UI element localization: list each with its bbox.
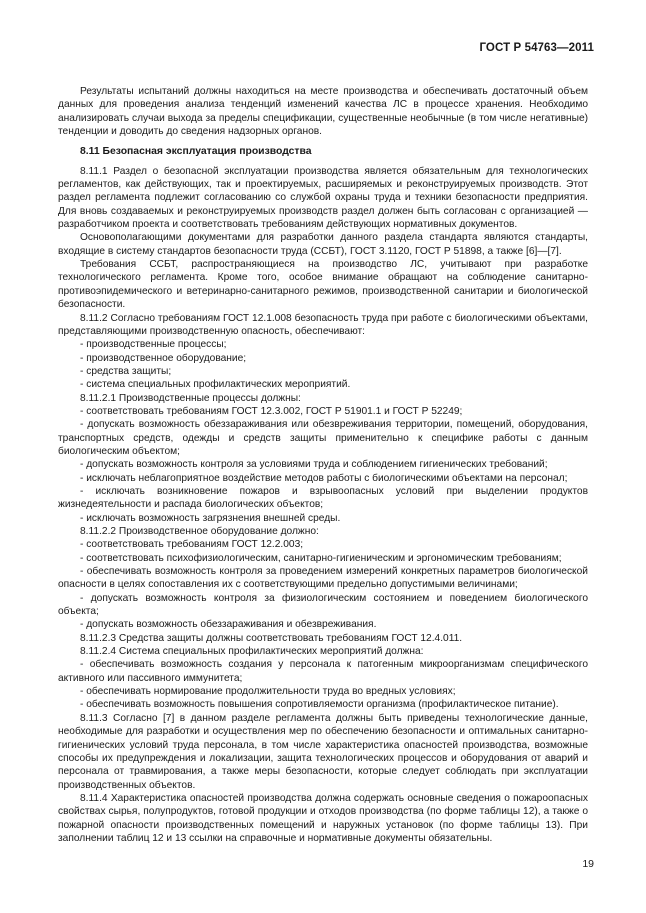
list-item: - обеспечивать возможность создания у персонала к патогенным микроорганизмам специфического активного или пассивного иммунитета; [58,659,588,684]
paragraph: 8.11.2.1 Производственные процессы должны: [80,392,301,404]
list-item: - производственные процессы; [80,339,227,351]
list-item: - обеспечивать нормирование продолжительности труда во вредных условиях; [80,686,456,698]
list-item: - исключать неблагоприятное воздействие методов работы с биологическими объектами на персонал; [80,472,568,484]
paragraph: 8.11.2.2 Производственное оборудование должно: [80,526,319,537]
list-item: - соответствовать требованиям ГОСТ 12.3.002, ГОСТ Р 51901.1 и ГОСТ Р 52249; [80,405,463,417]
list-item: - обеспечивать возможность повышения сопротивляемости организма (профилактическое питание). [80,699,559,711]
paragraph: 8.11.2.4 Система специальных профилактических мероприятий должна: [80,646,424,658]
page-body [58,85,588,845]
paragraph: 8.11.2 Согласно требованиям ГОСТ 12.1.008 безопасность труда при работе с биологическими объектами, представляющими производственную опасность, обеспечивают: [58,312,588,337]
paragraph: Результаты испытаний должны находиться на месте производства и обеспечивать достаточный объем данных для проведения анализа тенденций изменений качества ЛС в процессе хранения. Необходимо анализировать случаи выхода за пределы спецификации, существенные необычные (в том числе негативные) тенденции и доводить до сведения надзорных органов. [58,86,588,138]
list-item: - производственное оборудование; [80,352,247,364]
paragraph: 8.11.3 Согласно [7] в данном разделе регламента должны быть приведены технологические данные, необходимые для разработки и осуществления мер по обеспечению безопасности и оптимальных санитарно-гигиенических условий труда персонала, в том числе характеристика опасностей производства, возможные способы их предупреждения и локализации, защита технологических процессов и оборудования от аварий и персонала от травмирования, а также меры безопасности, которые следует соблюдать при эксплуатации производственных объектов. [58,712,588,791]
list-item: - допускать возможность контроля за условиями труда и соблюдением гигиенических требований; [80,459,548,471]
page-number: 19 [582,858,594,870]
paragraph: 8.11.2.3 Средства защиты должны соответствовать требованиям ГОСТ 12.4.011. [80,632,463,644]
list-item: - исключать возникновение пожаров и взрывоопасных условий при выделении продуктов жизнедеятельности и распада биологических объектов; [58,485,588,511]
list-item: - соответствовать требованиям ГОСТ 12.2.003; [80,539,304,551]
list-item: - соответствовать психофизиологическим, санитарно-гигиеническим и эргономическим требованиям; [80,552,562,564]
list-item: - исключать возможность загрязнения внешней среды. [80,512,341,524]
section-heading: 8.11 Безопасная эксплуатация производства [80,146,312,158]
list-item: - допускать возможность обеззараживания и обезвреживания. [80,619,377,631]
paragraph: Основополагающими документами для разработки данного раздела стандарта являются стандарты, входящие в систему стандартов безопасности труда (ССБТ), ГОСТ 3.1120, ГОСТ Р 51898, а также [6]—[7]. [58,232,588,257]
list-item: - система специальных профилактических мероприятий. [80,379,351,391]
list-item: - средства защиты; [80,365,172,377]
paragraph: Требования ССБТ, распространяющиеся на производство ЛС, учитывают при разработке технологического регламента. Кроме того, особое внимание обращают на соблюдение санитарно-противоэпидемического и ветеринарно-санитарного режимов, производственной санитарии и биологической безопасности. [58,259,588,311]
paragraph: 8.11.4 Характеристика опасностей производства должна содержать основные сведения о пожароопасных свойствах сырья, полупродуктов, готовой продукции и отходов производства (по форме таблицы 12), а также о пожарной опасности производственных помещений и наружных установок (по форме таблицы 13). При заполнении таблиц 12 и 13 ссылки на справочные и нормативные документы обязательны. [58,792,588,844]
list-item: - допускать возможность обеззараживания или обезвреживания территории, помещений, оборудования, транспортных средств, одежды и средств защиты применительно к специфике работы с данным биологическим объектом; [58,419,588,457]
document-id-header: ГОСТ Р 54763—2011 [479,42,594,54]
list-item: - обеспечивать возможность контроля за проведением измерений конкретных параметров биологической опасности в целях сопоставления их с соответствующими предельно допустимыми величинами; [58,566,588,591]
list-item: - допускать возможность контроля за физиологическим состоянием и поведением биологического объекта; [58,592,588,618]
paragraph: 8.11.1 Раздел о безопасной эксплуатации производства является обязательным для технологических регламентов, как действующих, так и проектируемых, расширяемых и реконструируемых производств. Этот раздел регламента подлежит согласованию со службой охраны труда и техники безопасности предприятия. Для вновь создаваемых и реконструируемых производств раздел должен быть согласован с организацией — разработчиком проекта и соответствовать требованиям действующих нормативных документов. [58,165,588,231]
